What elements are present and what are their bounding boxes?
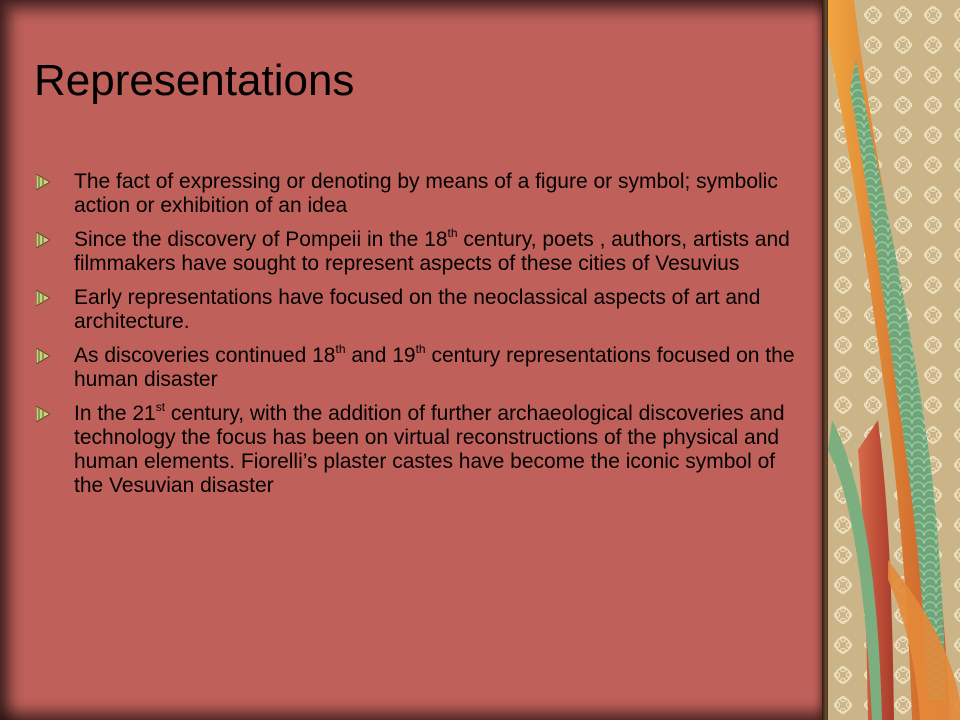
bullet-item — [36, 344, 804, 392]
bullet-item — [36, 170, 804, 218]
bullet-text: In the 21st century, with the addition of further archaeological discoveries and technology the focus has been on virtual reconstructions of the physical and human elements. Fiorelli’s plaster castes have become the iconic symbol of the Vesuvian disaster — [74, 400, 785, 497]
striped-arrow-icon — [36, 174, 50, 190]
striped-arrow-icon — [36, 348, 50, 364]
bullet-list — [36, 170, 804, 508]
slide-title: Representations — [34, 56, 355, 105]
bullet-item — [36, 286, 804, 334]
striped-arrow-icon — [36, 406, 50, 422]
striped-arrow-icon — [36, 290, 50, 306]
decorative-border-art — [828, 0, 960, 720]
bullet-item — [36, 402, 804, 498]
bullet-text: Since the discovery of Pompeii in the 18th century, poets , authors, artists and filmmakers have sought to represent aspects of these cities of Vesuvius — [74, 226, 790, 275]
bullet-item — [36, 228, 804, 276]
bullet-text: Early representations have focused on the neoclassical aspects of art and architecture. — [74, 286, 761, 333]
bullet-text: As discoveries continued 18th and 19th century representations focused on the human disaster — [74, 342, 795, 391]
bullet-text: The fact of expressing or denoting by means of a figure or symbol; symbolic action or exhibition of an idea — [74, 170, 778, 217]
striped-arrow-icon — [36, 232, 50, 248]
